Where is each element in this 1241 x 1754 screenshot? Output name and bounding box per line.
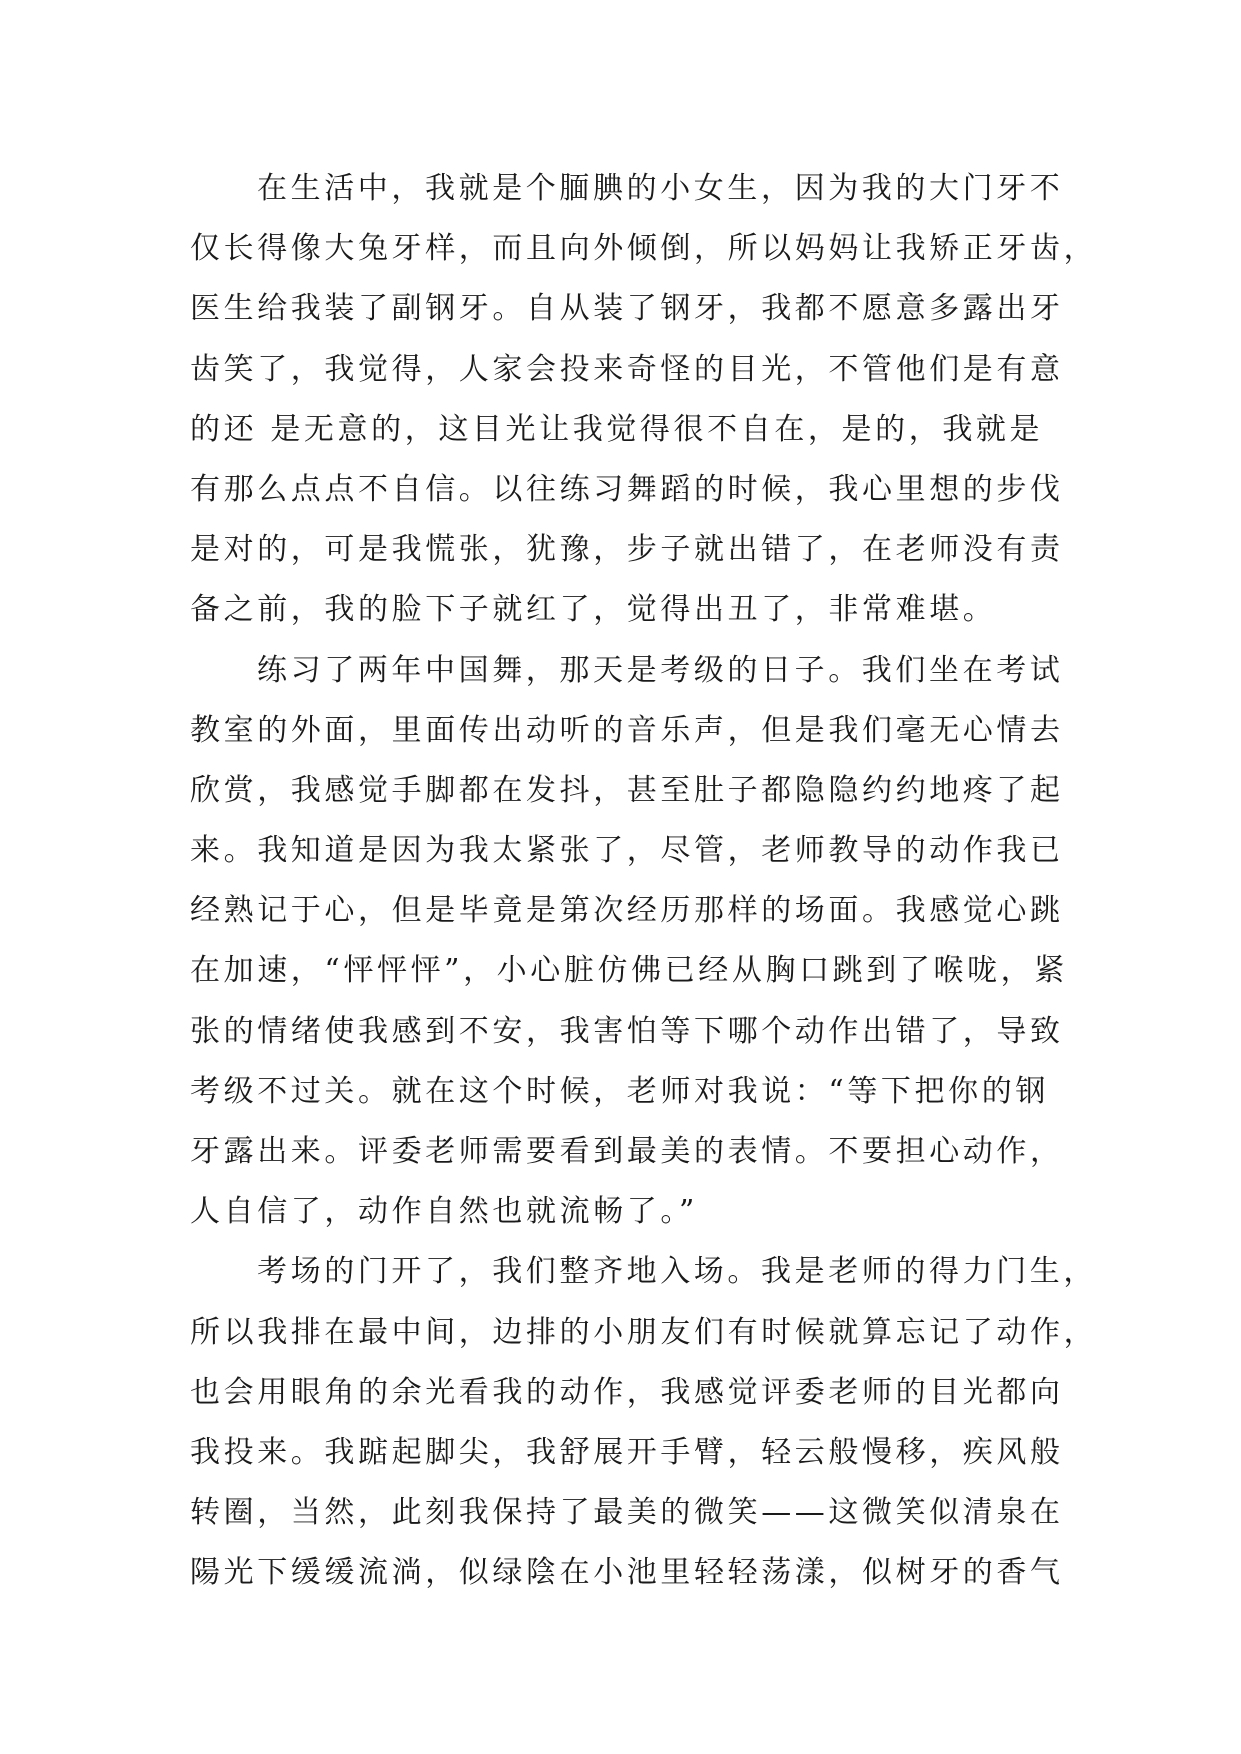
paragraph-first-line: 在生活中，我就是个腼腆的小女生，因为我的大门牙不: [257, 171, 1064, 206]
text-line: 欣赏，我感觉手脚都在发抖，甚至肚子都隐隐约约地疼了起: [190, 772, 1064, 808]
paragraph-first-line: 考场的门开了，我们整齐地入场。我是老师的得力门生，: [257, 1254, 1097, 1290]
text-line: 在加速，“怦怦怦”，小心脏仿佛已经从胸口跳到了喉咙，紧: [190, 953, 1068, 989]
text-line: 所以我排在最中间，边排的小朋友们有时候就算忘记了动作，: [190, 1314, 1098, 1350]
text-line: 备之前，我的脸下子就红了，觉得出丑了，非常难堪。: [190, 592, 997, 628]
text-line: 有那么点点不自信。以往练习舞蹈的时候，我心里想的步伐: [190, 471, 1064, 507]
text-line: 医生给我装了副钢牙。自从装了钢牙，我都不愿意多露出牙: [190, 291, 1064, 327]
text-line: 转圈，当然，此刻我保持了最美的微笑——这微笑似清泉在: [190, 1495, 1064, 1531]
text-line: 教室的外面，里面传出动听的音乐声，但是我们毫无心情去: [190, 712, 1064, 748]
text-line: 的还 是无意的，这目光让我觉得很不自在，是的，我就是: [190, 411, 1044, 447]
paragraph-first-line: 练习了两年中国舞，那天是考级的日子。我们坐在考试: [257, 652, 1064, 688]
text-line: 我投来。我踮起脚尖，我舒展开手臂，轻云般慢移，疾风般: [190, 1434, 1064, 1470]
text-line: 经熟记于心，但是毕竟是第次经历那样的场面。我感觉心跳: [190, 893, 1064, 929]
text-line: 牙露出来。评委老师需要看到最美的表情。不要担心动作，: [190, 1134, 1064, 1169]
text-line: 考级不过关。就在这个时候，老师对我说：“等下把你的钢: [190, 1073, 1049, 1109]
text-line: 也会用眼角的余光看我的动作，我感觉评委老师的目光都向: [190, 1374, 1064, 1410]
text-line: 张的情绪使我感到不安，我害怕等下哪个动作出错了，导致: [190, 1013, 1064, 1049]
text-line: 是对的，可是我慌张，犹豫，步子就出错了，在老师没有责: [190, 532, 1064, 568]
text-line: 来。我知道是因为我太紧张了，尽管，老师教导的动作我已: [190, 833, 1064, 869]
text-line: 人自信了，动作自然也就流畅了。”: [190, 1194, 698, 1230]
essay-body: [190, 159, 1098, 1604]
text-line: 陽光下缓缓流淌，似绿陰在小池里轻轻荡漾，似树牙的香气: [190, 1555, 1064, 1591]
text-line: 齿笑了，我觉得，人家会投来奇怪的目光，不管他们是有意: [190, 351, 1064, 387]
text-line: 仅长得像大兔牙样，而且向外倾倒，所以妈妈让我矫正牙齿，: [190, 231, 1098, 267]
